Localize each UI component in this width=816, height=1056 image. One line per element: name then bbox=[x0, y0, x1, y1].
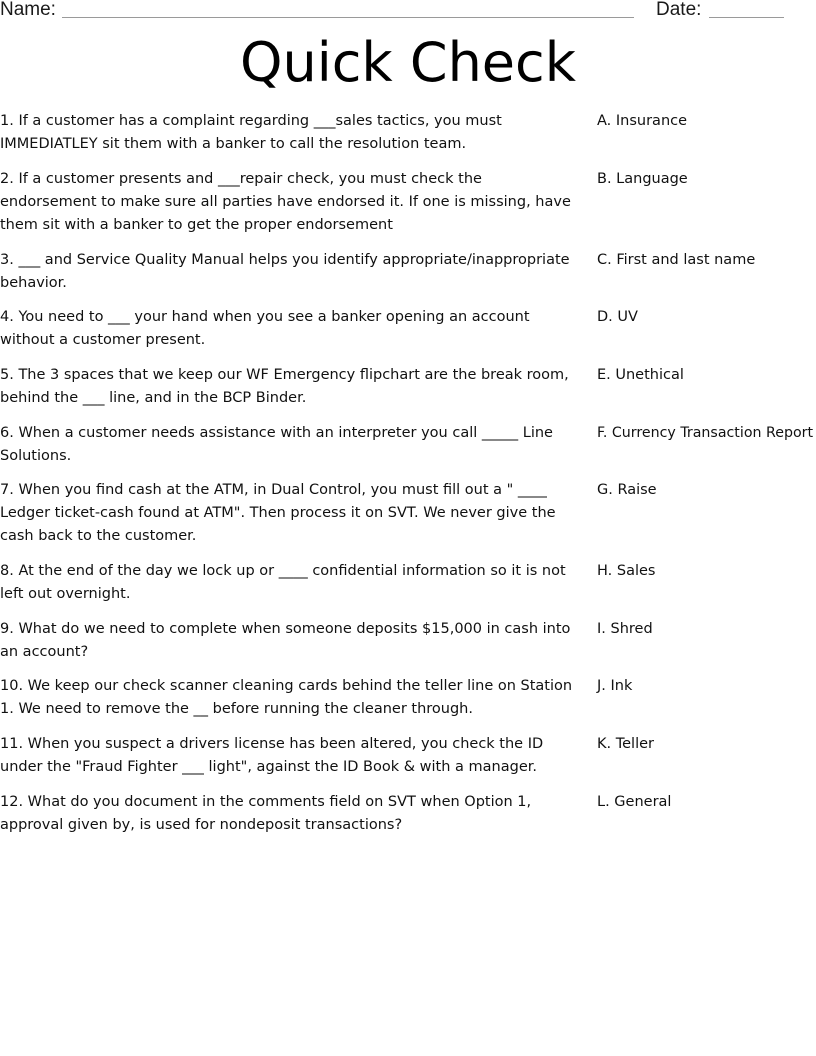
question-12: 12. What do you document in the comments field on SVT when Option 1, approval given by, is used for nondeposit transactions? bbox=[0, 794, 532, 833]
question-11: 11. When you suspect a drivers license has been altered, you check the ID under the "Fraud Fighter ___ light", against the ID Book & with a manager. bbox=[0, 736, 544, 775]
question-3: 3. ___ and Service Quality Manual helps you identify appropriate/inappropriate behavior. bbox=[0, 252, 570, 291]
answer-h: H. Sales bbox=[597, 563, 656, 579]
answer-e: E. Unethical bbox=[597, 367, 684, 383]
answer-d: D. UV bbox=[597, 309, 638, 325]
question-4: 4. You need to ___ your hand when you see a banker opening an account without a customer present. bbox=[0, 309, 530, 348]
question-9: 9. What do we need to complete when someone deposits $15,000 in cash into an account? bbox=[0, 621, 571, 660]
answer-l: L. General bbox=[597, 794, 672, 810]
answer-k: K. Teller bbox=[597, 736, 654, 752]
name-blank-line bbox=[62, 17, 634, 18]
answer-b: B. Language bbox=[597, 171, 688, 187]
question-2: 2. If a customer presents and ___repair check, you must check the endorsement to make sure all parties have endorsed it. If one is missing, have them sit with a banker to get the proper endorsement bbox=[0, 171, 571, 233]
answer-i: I. Shred bbox=[597, 621, 653, 637]
question-10: 10. We keep our check scanner cleaning cards behind the teller line on Station 1. We need to remove the __ before running the cleaner through. bbox=[0, 678, 573, 717]
question-8: 8. At the end of the day we lock up or ____ confidential information so it is not left out overnight. bbox=[0, 563, 566, 602]
name-label: Name: bbox=[0, 0, 56, 20]
question-6: 6. When a customer needs assistance with an interpreter you call _____ Line Solutions. bbox=[0, 425, 553, 464]
header bbox=[0, 0, 816, 24]
date-label: Date: bbox=[656, 0, 702, 20]
question-5: 5. The 3 spaces that we keep our WF Emergency flipchart are the break room, behind the ___ line, and in the BCP Binder. bbox=[0, 367, 569, 406]
question-1: 1. If a customer has a complaint regarding ___sales tactics, you must IMMEDIATLEY sit them with a banker to call the resolution team. bbox=[0, 113, 502, 152]
answer-a: A. Insurance bbox=[597, 113, 688, 129]
answer-f: F. Currency Transaction Report bbox=[597, 425, 814, 441]
answer-c: C. First and last name bbox=[597, 252, 756, 268]
page-title: Quick Check bbox=[240, 31, 576, 94]
answer-g: G. Raise bbox=[597, 482, 657, 498]
date-blank-line bbox=[709, 17, 784, 18]
answer-j: J. Ink bbox=[597, 678, 633, 694]
question-7: 7. When you find cash at the ATM, in Dual Control, you must fill out a " ____ Ledger ticket-cash found at ATM". Then process it on SVT. We never give the cash back to the customer. bbox=[0, 482, 556, 544]
